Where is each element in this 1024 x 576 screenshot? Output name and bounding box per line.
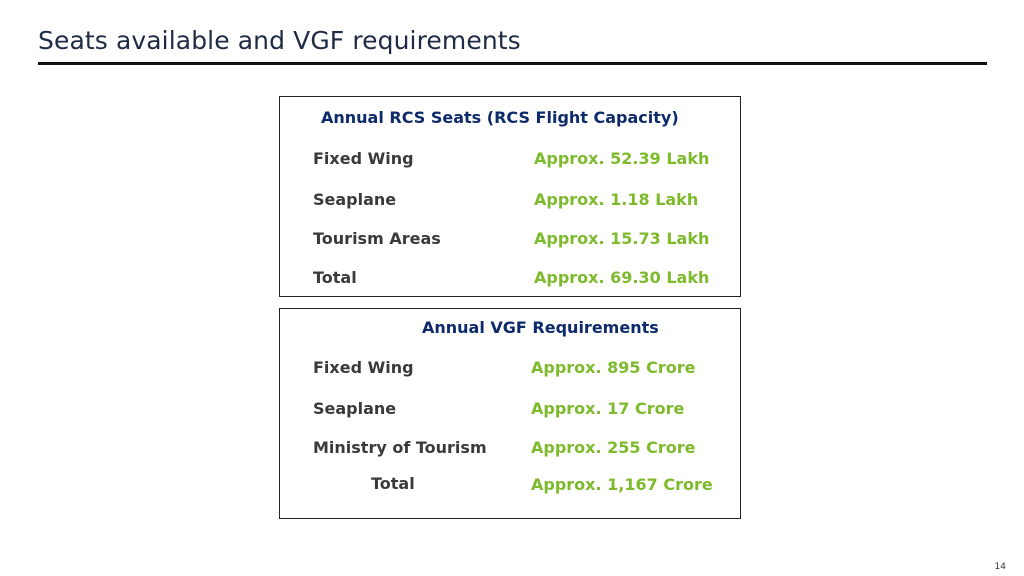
title-divider bbox=[38, 62, 987, 65]
vgf-row-value-seaplane: Approx. 17 Crore bbox=[531, 399, 685, 418]
vgf-row-value-fixed-wing: Approx. 895 Crore bbox=[531, 358, 696, 377]
vgf-heading: Annual VGF Requirements bbox=[422, 318, 659, 337]
seats-row-label-seaplane: Seaplane bbox=[313, 190, 397, 209]
seats-row-label-tourism-areas: Tourism Areas bbox=[313, 229, 441, 248]
vgf-row-label-ministry-of-tourism: Ministry of Tourism bbox=[313, 438, 487, 457]
rcs-seats-box bbox=[279, 96, 741, 297]
vgf-row-label-seaplane: Seaplane bbox=[313, 399, 397, 418]
vgf-row-value-ministry-of-tourism: Approx. 255 Crore bbox=[531, 438, 696, 457]
seats-row-label-fixed-wing: Fixed Wing bbox=[313, 149, 414, 168]
seats-row-value-seaplane: Approx. 1.18 Lakh bbox=[534, 190, 699, 209]
seats-row-value-total: Approx. 69.30 Lakh bbox=[534, 268, 710, 287]
vgf-requirements-box bbox=[279, 308, 741, 519]
vgf-row-label-fixed-wing: Fixed Wing bbox=[313, 358, 414, 377]
seats-row-value-fixed-wing: Approx. 52.39 Lakh bbox=[534, 149, 710, 168]
seats-row-value-tourism-areas: Approx. 15.73 Lakh bbox=[534, 229, 710, 248]
page-number: 14 bbox=[994, 562, 1006, 572]
page-title: Seats available and VGF requirements bbox=[38, 26, 521, 55]
rcs-seats-heading: Annual RCS Seats (RCS Flight Capacity) bbox=[321, 108, 679, 127]
vgf-row-label-total: Total bbox=[371, 474, 415, 493]
vgf-row-value-total: Approx. 1,167 Crore bbox=[531, 475, 713, 494]
seats-row-label-total: Total bbox=[313, 268, 357, 287]
